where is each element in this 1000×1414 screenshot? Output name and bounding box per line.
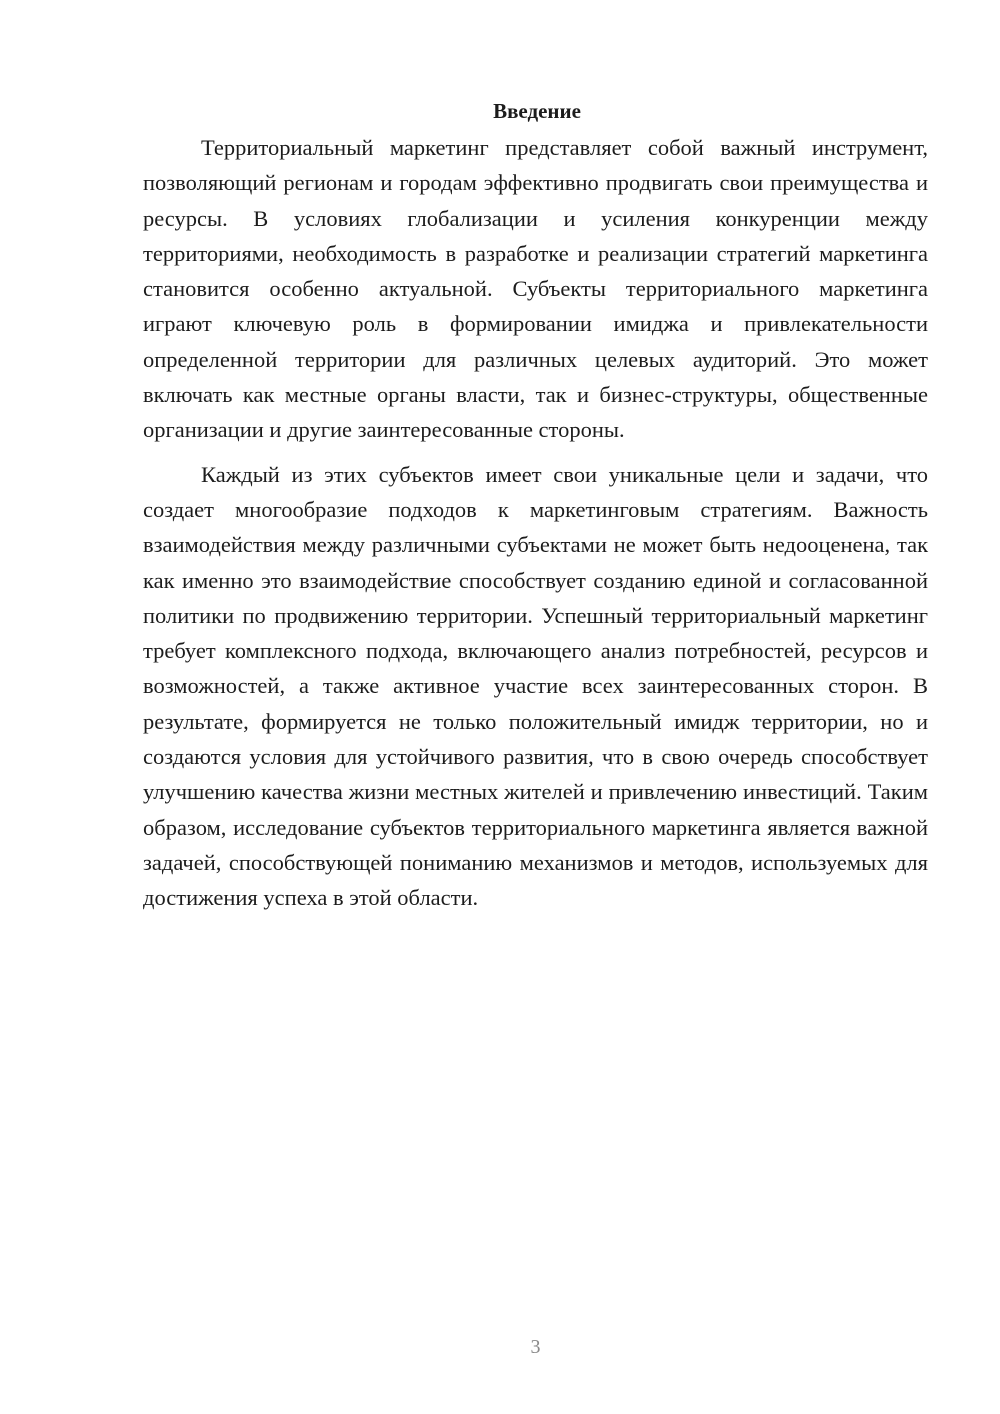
paragraph-2: Каждый из этих субъектов имеет свои уникальные цели и задачи, что создает многообразие подходов к маркетинговым стратегиям. Важность взаимодействия между различными субъектами не может быть недооценена, так как именно это взаимодействие способствует созданию единой и согласованной политики по продвижению территории. Успешный территориальный маркетинг требует комплексного подхода, включающего анализ потребностей, ресурсов и возможностей, а также активное участие всех заинтересованных сторон. В результате, формируется не только положительный имидж территории, но и создаются условия для устойчивого развития, что в свою очередь способствует улучшению качества жизни местных жителей и привлечению инвестиций. Таким образом, исследование субъектов территориального маркетинга является важной задачей, способствующей пониманию механизмов и методов, используемых для достижения успеха в этой области. <box>143 461 928 911</box>
page-number: 3 <box>530 1336 541 1358</box>
section-title: Введение <box>493 99 581 123</box>
page-content <box>143 96 928 916</box>
paragraph-1: Территориальный маркетинг представляет собой важный инструмент, позволяющий регионам и городам эффективно продвигать свои преимущества и ресурсы. В условиях глобализации и усиления конкуренции между территориями, необходимость в разработке и реализации стратегий маркетинга становится особенно актуальной. Субъекты территориального маркетинга играют ключевую роль в формировании имиджа и привлекательности определенной территории для различных целевых аудиторий. Это может включать как местные органы власти, так и бизнес-структуры, общественные организации и другие заинтересованные стороны. <box>143 135 928 443</box>
